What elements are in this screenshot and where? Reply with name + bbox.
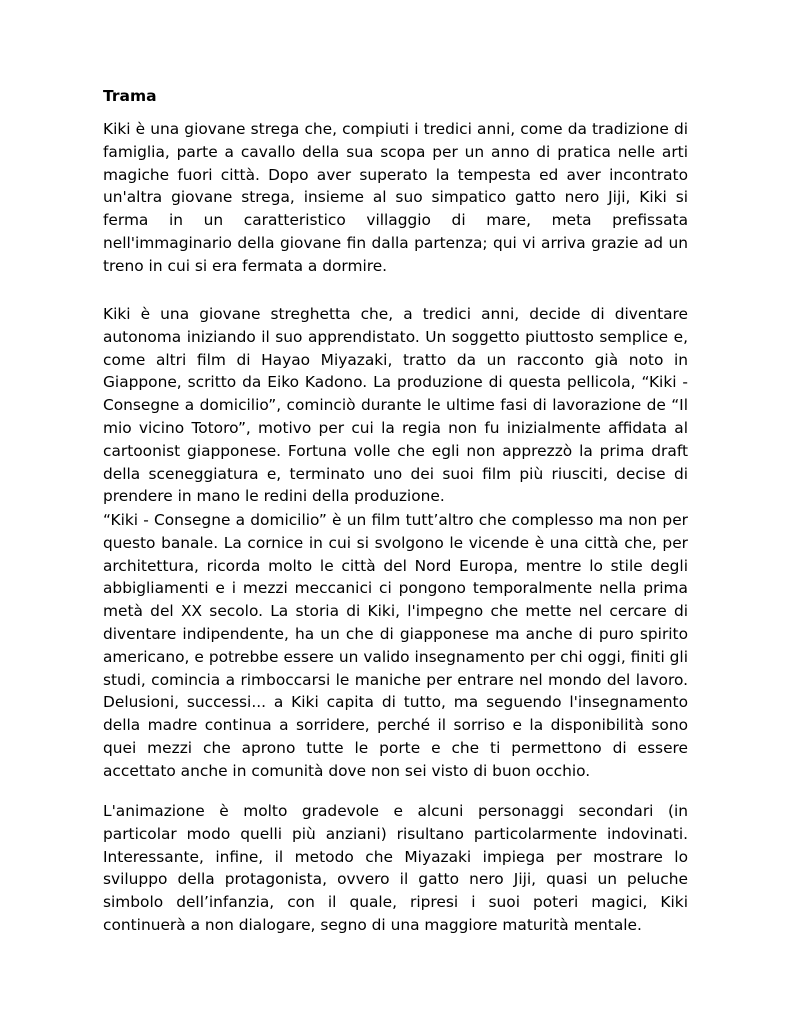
section-heading: Trama (103, 87, 157, 105)
paragraph-themes: “Kiki - Consegne a domicilio” è un film tutt’altro che complesso ma non per questo banale. La cornice in cui si svolgono le vicende è una città che, per architettura, ricorda molto le città del Nord Europa, mentre lo stile degli abbigliamenti e i mezzi meccanici ci pongono temporalmente nella prima metà del XX secolo. La storia di Kiki, l'impegno che mette nel cercare di diventare indipendente, ha un che di giapponese ma anche di puro spirito americano, e potrebbe essere un valido insegnamento per chi oggi, finiti gli studi, comincia a rimboccarsi le maniche per entrare nel mondo del lavoro. Delusioni, successi... a Kiki capita di tutto, ma seguendo l'insegnamento della madre continua a sorridere, perché il sorriso e la disponibilità sono quei mezzi che aprono tutte le porte e che ti permettono di essere accettato anche in comunità dove non sei visto di buon occhio. (103, 511, 688, 780)
paragraph-animation: L'animazione è molto gradevole e alcuni personaggi secondari (in particolar modo quelli più anziani) risultano particolarmente indovinati. Interessante, infine, il metodo che Miyazaki impiega per mostrare lo sviluppo della protagonista, ovvero il gatto nero Jiji, quasi un peluche simbolo dell’infanzia, con il quale, ripresi i suoi poteri magici, Kiki continuerà a non dialogare, segno di una maggiore maturità mentale. (103, 802, 688, 934)
paragraph-production: Kiki è una giovane streghetta che, a tredici anni, decide di diventare autonoma iniziando il suo apprendistato. Un soggetto piuttosto semplice e, come altri film di Hayao Miyazaki, tratto da un racconto già noto in Giappone, scritto da Eiko Kadono. La produzione di questa pellicola, “Kiki - Consegne a domicilio”, cominciò durante le ultime fasi di lavorazione de “Il mio vicino Totoro”, motivo per cui la regia non fu inizialmente affidata al cartoonist giapponese. Fortuna volle che egli non apprezzò la prima draft della sceneggiatura e, terminato uno dei suoi film più riusciti, decise di prendere in mano le redini della produzione. (103, 305, 688, 506)
paragraph-plot-summary: Kiki è una giovane strega che, compiuti i tredici anni, come da tradizione di famiglia, parte a cavallo della sua scopa per un anno di pratica nelle arti magiche fuori città. Dopo aver superato la tempesta ed aver incontrato un'altra giovane strega, insieme al suo simpatico gatto nero Jiji, Kiki si ferma in un caratteristico villaggio di mare, meta prefissata nell'immaginario della giovane fin dalla partenza; qui vi arriva grazie ad un treno in cui si era fermata a dormire. (103, 120, 688, 275)
